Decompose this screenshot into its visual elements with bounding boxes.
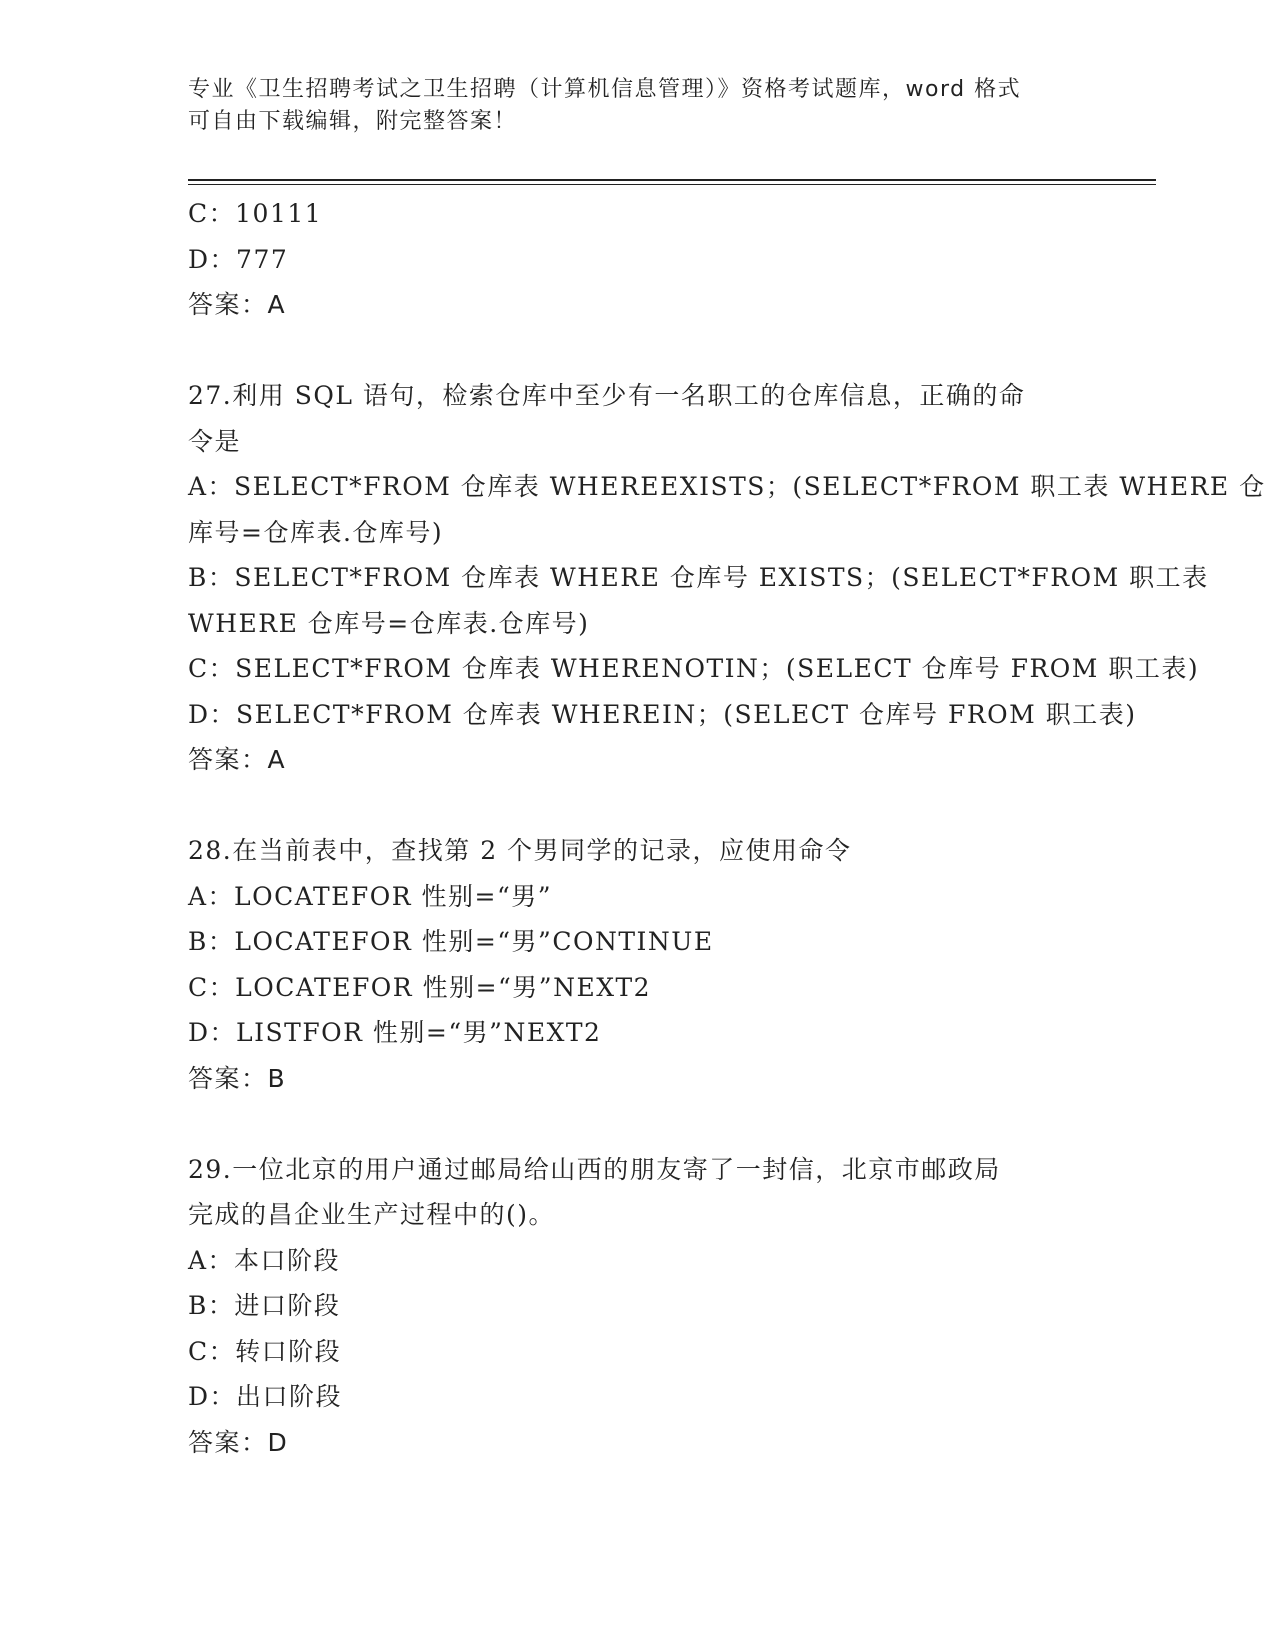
option-c: C：LOCATEFOR 性别=“男”NEXT2: [188, 972, 652, 1002]
question-list: [188, 191, 1266, 1465]
question-stem-continued: 完成的昌企业生产过程中的()。: [188, 1200, 556, 1229]
question-29: [188, 1147, 1088, 1466]
option-b: B：SELECT*FROM 仓库表 WHERE 仓库号 EXISTS；(SELECT*FROM 职工表: [188, 563, 1209, 592]
question-28: [188, 828, 1088, 1101]
option-a-continued: 库号=仓库表.仓库号): [188, 517, 444, 547]
option-a: A：本口阶段: [188, 1245, 341, 1275]
answer-line: 答案：A: [188, 290, 287, 319]
question-stem: 28.在当前表中，查找第 2 个男同学的记录，应使用命令: [188, 836, 852, 865]
option-c: C：10111: [188, 199, 323, 228]
option-b: B：进口阶段: [188, 1291, 341, 1320]
question-27: [188, 373, 1266, 783]
header-line-1: 专业《卫生招聘考试之卫生招聘（计算机信息管理）》资格考试题库，word 格式: [188, 77, 1022, 102]
option-b: B：LOCATEFOR 性别=“男”CONTINUE: [188, 927, 714, 956]
spacer: [188, 783, 1088, 829]
question-stem: 27.利用 SQL 语句，检索仓库中至少有一名职工的仓库信息，正确的命: [188, 381, 1026, 410]
spacer: [188, 328, 1088, 374]
option-a: A：LOCATEFOR 性别=“男”: [188, 881, 553, 911]
header-line-2: 可自由下载编辑，附完整答案！: [188, 109, 518, 134]
option-b-continued: WHERE 仓库号=仓库表.仓库号): [188, 608, 590, 638]
option-d: D：LISTFOR 性别=“男”NEXT2: [188, 1018, 602, 1047]
answer-line: 答案：B: [188, 1063, 287, 1093]
question-stem-continued: 令是: [188, 426, 242, 456]
option-d: D：SELECT*FROM 仓库表 WHEREIN；(SELECT 仓库号 FROM 职工表): [188, 699, 1137, 729]
option-a: A：SELECT*FROM 仓库表 WHEREEXISTS；(SELECT*FROM 职工表 WHERE 仓: [188, 472, 1266, 501]
option-c: C：转口阶段: [188, 1336, 342, 1366]
document-header: [188, 74, 1068, 138]
question-stem: 29.一位北京的用户通过邮局给山西的朋友寄了一封信，北京市邮政局: [188, 1154, 1001, 1184]
spacer: [188, 1101, 1088, 1147]
option-d: D：777: [188, 244, 289, 274]
header-divider-thick: [188, 179, 1156, 181]
answer-line: 答案：D: [188, 1427, 289, 1457]
answer-line: 答案：A: [188, 745, 287, 774]
previous-question-tail: [188, 191, 1088, 328]
option-d: D：出口阶段: [188, 1382, 343, 1411]
header-divider-thin: [188, 184, 1156, 185]
option-c: C：SELECT*FROM 仓库表 WHERENOTIN；(SELECT 仓库号 FROM 职工表): [188, 654, 1200, 683]
